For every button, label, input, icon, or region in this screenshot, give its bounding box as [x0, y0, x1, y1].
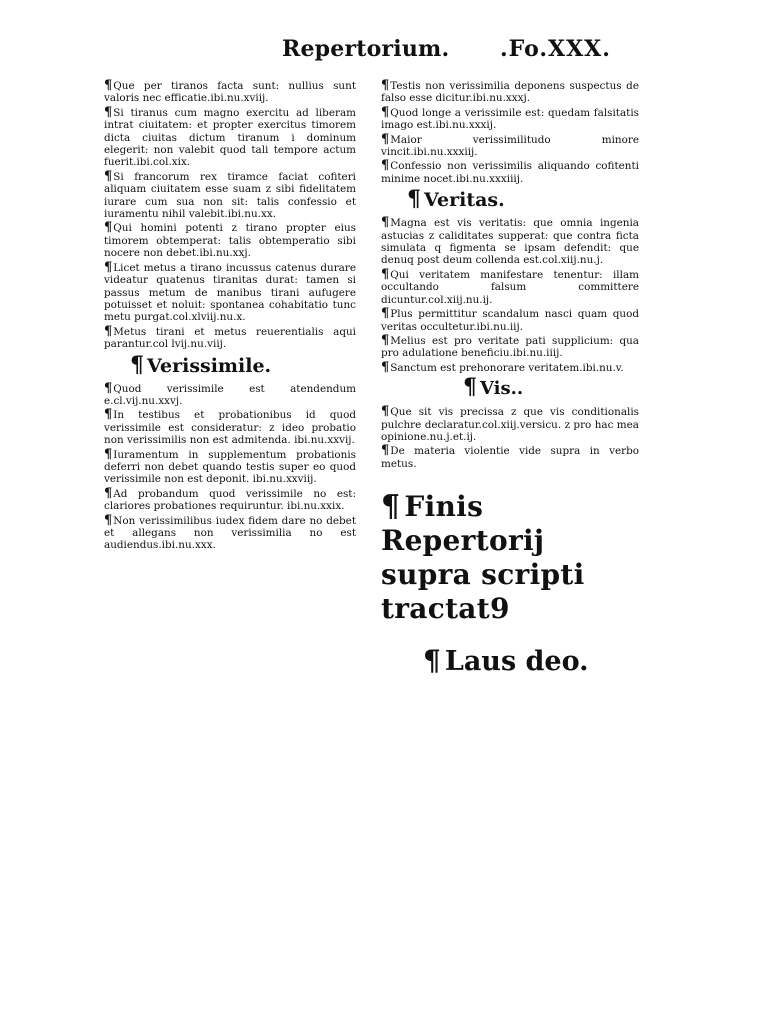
index-entry: ¶Confessio non verissimilis aliquando cofitenti minime nocet.ibi.nu.xxxiiij. [381, 158, 639, 185]
pilcrow-icon: ¶ [381, 443, 390, 459]
pilcrow-icon: ¶ [104, 407, 113, 423]
pilcrow-icon: ¶ [381, 332, 390, 348]
section-heading-veritas: ¶ Veritas. [407, 186, 505, 213]
pilcrow-icon: ¶ [381, 266, 390, 282]
pilcrow-icon: ¶ [130, 351, 144, 378]
pilcrow-icon: ¶ [104, 168, 113, 184]
index-entry: ¶Plus permittitur scandalum nasci quam quod veritas occultetur.ibi.nu.iij. [381, 306, 639, 333]
index-entry: ¶Qui veritatem manifestare tenentur: illam occultando falsum committere dicuntur.col.xiij.nu.ij. [381, 266, 639, 306]
pilcrow-icon: ¶ [104, 323, 113, 339]
pilcrow-icon: ¶ [104, 512, 113, 528]
pilcrow-icon: ¶ [381, 404, 390, 420]
index-entry: ¶Si tiranus cum magno exercitu ad liberam intrat ciuitatem: et propter exercitus timorem dicta ciuitas dictum tiranum i dominum elegerit: non valebit quod tali tempore actum fuerit.ibi.col.xix. [104, 104, 356, 169]
colophon-laus-deo: ¶ Laus deo. [423, 644, 589, 678]
colophon-line-1: ¶ Finis Repertorij [381, 489, 545, 558]
index-entry: ¶Magna est vis veritatis: que omnia ingenia astucias z caliditates supperat: que contra ficta simulata q figmenta se ipsam defendit: que denuq post deum collenda est.col.xiij.nu.j. [381, 215, 639, 267]
pilcrow-icon: ¶ [423, 644, 441, 678]
running-head: Repertorium. [282, 36, 450, 62]
index-entry: ¶Que per tiranos facta sunt: nullius sunt valoris nec efficatie.ibi.nu.xviij. [104, 78, 356, 105]
colophon-line-2: supra scripti tractat9 [381, 558, 585, 626]
pilcrow-icon: ¶ [381, 306, 390, 322]
index-entry: ¶Qui homini potenti z tirano propter eius timorem obtemperat: talis obtemperatio sibi nocere non debet.ibi.nu.xxj. [104, 220, 356, 260]
index-entry: ¶Non verissimilibus iudex fidem dare no debet et allegans non verissimilia no est audiendus.ibi.nu.xxx. [104, 512, 356, 552]
index-entry: ¶Iuramentum in supplementum probationis deferri non debet quando testis super eo quod verissimile non est deponit. ibi.nu.xxviij. [104, 446, 356, 486]
pilcrow-icon: ¶ [381, 359, 390, 375]
index-entry: ¶Licet metus a tirano incussus catenus durare videatur quatenus tiranitas durat: tamen si passus metum de manibus tirani aufugere potuisset et noluit: spontanea cohabitatio tunc metu purgat.col.xlviij.nu.x. [104, 259, 356, 324]
pilcrow-icon: ¶ [104, 446, 113, 462]
pilcrow-icon: ¶ [104, 220, 113, 236]
index-entry: ¶Quod verissimile est atendendum e.cl.vij.nu.xxvj. [104, 380, 356, 407]
pilcrow-icon: ¶ [381, 131, 390, 147]
index-entry: ¶De materia violentie vide supra in verbo metus. [381, 443, 639, 470]
pilcrow-icon: ¶ [381, 215, 390, 231]
pilcrow-icon: ¶ [104, 78, 113, 93]
colophon-finis [381, 490, 639, 626]
folio-number: .Fo.XXX. [500, 36, 611, 62]
section-heading-vis: ¶ Vis.. [463, 374, 524, 401]
index-entry: ¶Metus tirani et metus reuerentialis aqui parantur.col lvij.nu.viij. [104, 323, 356, 351]
index-entry: ¶Testis non verissimilia deponens suspectus de falso esse dicitur.ibi.nu.xxxj. [381, 78, 639, 105]
pilcrow-icon: ¶ [104, 485, 113, 501]
pilcrow-icon: ¶ [104, 259, 113, 275]
pilcrow-icon: ¶ [381, 78, 390, 93]
pilcrow-icon: ¶ [104, 104, 113, 120]
pilcrow-icon: ¶ [381, 489, 401, 525]
index-entry: ¶In testibus et probationibus id quod verissimile est consideratur: z ideo probatio non verissimilis non est admitenda. ibi.nu.xxvij. [104, 407, 356, 447]
index-entry: ¶Maior verissimilitudo minore vincit.ibi.nu.xxxiij. [381, 131, 639, 159]
index-entry: ¶Que sit vis precissa z que vis conditionalis pulchre declaratur.col.xiij.versicu. z pro hac mea opinione.nu.j.et.ij. [381, 404, 639, 443]
pilcrow-icon: ¶ [381, 158, 390, 174]
pilcrow-icon: ¶ [381, 104, 390, 120]
index-entry: ¶Ad probandum quod verissimile no est: clariores probationes requiruntur. ibi.nu.xxix. [104, 485, 356, 513]
index-entry: ¶Si francorum rex tiramce faciat cofiteri aliquam ciuitatem esse suam z sibi fidelitatem iurare cum sua non sit: talis confessio et iuramentu nihil valebit.ibi.nu.xx. [104, 168, 356, 221]
pilcrow-icon: ¶ [463, 374, 477, 401]
section-heading-verissimile: ¶ Verissimile. [130, 351, 272, 378]
index-entry: ¶Sanctum est prehonorare veritatem.ibi.nu.v. [381, 359, 624, 375]
pilcrow-icon: ¶ [407, 186, 421, 213]
index-entry: ¶Melius est pro veritate pati supplicium: qua pro adulatione beneficiu.ibi.nu.iiij. [381, 332, 639, 360]
left-column [104, 80, 356, 554]
index-entry: ¶Quod longe a verissimile est: quedam falsitatis imago est.ibi.nu.xxxij. [381, 104, 639, 132]
pilcrow-icon: ¶ [104, 380, 113, 396]
right-column [381, 80, 639, 678]
